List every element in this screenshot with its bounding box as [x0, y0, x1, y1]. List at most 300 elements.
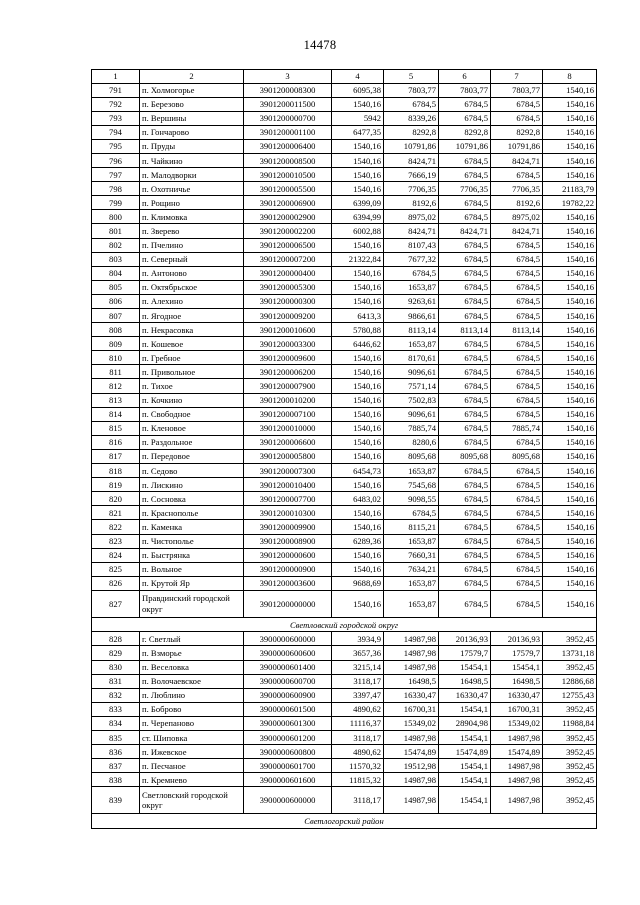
settlement-name-cell: п. Песчаное: [140, 759, 244, 773]
column-number: 4: [332, 70, 384, 84]
value-cell: 14987,98: [384, 660, 439, 674]
value-cell: 14987,98: [384, 773, 439, 787]
value-cell: 6399,09: [332, 196, 384, 210]
row-number-cell: 839: [92, 787, 140, 814]
value-cell: 8975,02: [384, 210, 439, 224]
settlement-name-cell: п. Каменка: [140, 520, 244, 534]
oktmo-code-cell: 3900000601400: [244, 660, 332, 674]
value-cell: 1540,16: [332, 548, 384, 562]
value-cell: 8424,71: [384, 224, 439, 238]
settlement-name-cell: п. Гребное: [140, 351, 244, 365]
table-row: [92, 520, 597, 534]
settlement-name-cell: п. Пчелино: [140, 238, 244, 252]
value-cell: 6784,5: [439, 196, 491, 210]
row-number-cell: 800: [92, 210, 140, 224]
row-number-cell: 829: [92, 646, 140, 660]
value-cell: 7706,35: [491, 182, 543, 196]
table-total-row: [92, 590, 597, 617]
row-number-cell: 798: [92, 182, 140, 196]
row-number-cell: 813: [92, 393, 140, 407]
row-number-cell: 823: [92, 534, 140, 548]
oktmo-code-cell: 3901200008500: [244, 153, 332, 167]
value-cell: 3952,45: [543, 660, 597, 674]
value-cell: 3934,9: [332, 632, 384, 646]
oktmo-code-cell: 3901200003600: [244, 576, 332, 590]
value-cell: 6784,5: [491, 520, 543, 534]
value-cell: 6784,5: [439, 379, 491, 393]
value-cell: 1540,16: [543, 590, 597, 617]
value-cell: 1540,16: [543, 379, 597, 393]
value-cell: 1540,16: [332, 407, 384, 421]
value-cell: 1540,16: [543, 139, 597, 153]
value-cell: 8107,43: [384, 238, 439, 252]
table-row: [92, 674, 597, 688]
settlement-name-cell: п. Волочаевское: [140, 674, 244, 688]
section-title: Светлогорский район: [92, 814, 597, 829]
value-cell: 15454,1: [439, 731, 491, 745]
value-cell: 6784,5: [439, 210, 491, 224]
row-number-cell: 793: [92, 111, 140, 125]
value-cell: 6784,5: [491, 534, 543, 548]
settlement-name-cell: ст. Шиповка: [140, 731, 244, 745]
settlement-name-cell: п. Боброво: [140, 702, 244, 716]
value-cell: 3952,45: [543, 773, 597, 787]
value-cell: 3118,17: [332, 674, 384, 688]
table-row: [92, 266, 597, 280]
row-number-cell: 822: [92, 520, 140, 534]
value-cell: 14987,98: [384, 787, 439, 814]
value-cell: 1653,87: [384, 280, 439, 294]
settlement-name-cell: п. Краснополье: [140, 506, 244, 520]
row-number-cell: 835: [92, 731, 140, 745]
table-row: [92, 97, 597, 111]
value-cell: 9688,69: [332, 576, 384, 590]
value-cell: 6784,5: [439, 111, 491, 125]
value-cell: 8095,68: [439, 449, 491, 463]
value-cell: 7502,83: [384, 393, 439, 407]
oktmo-code-cell: 3900000600900: [244, 688, 332, 702]
oktmo-code-cell: 3900000600700: [244, 674, 332, 688]
table-row: [92, 492, 597, 506]
value-cell: 6784,5: [439, 520, 491, 534]
table-body: [92, 70, 597, 829]
value-cell: 12755,43: [543, 688, 597, 702]
value-cell: 6784,5: [491, 97, 543, 111]
oktmo-code-cell: 3901200009900: [244, 520, 332, 534]
settlement-name-cell: п. Пруды: [140, 139, 244, 153]
oktmo-code-cell: 3901200009600: [244, 351, 332, 365]
value-cell: 8424,71: [491, 153, 543, 167]
value-cell: 1540,16: [332, 435, 384, 449]
value-cell: 6784,5: [491, 309, 543, 323]
value-cell: 1540,16: [543, 351, 597, 365]
value-cell: 3952,45: [543, 745, 597, 759]
value-cell: 1540,16: [332, 379, 384, 393]
table-row: [92, 534, 597, 548]
row-number-cell: 821: [92, 506, 140, 520]
value-cell: 1540,16: [543, 153, 597, 167]
oktmo-code-cell: 3901200008900: [244, 534, 332, 548]
table-row: [92, 435, 597, 449]
settlement-name-cell: Светловский городской округ: [140, 787, 244, 814]
value-cell: 14987,98: [491, 787, 543, 814]
table-row: [92, 407, 597, 421]
value-cell: 7677,32: [384, 252, 439, 266]
value-cell: 6784,5: [491, 506, 543, 520]
value-cell: 1540,16: [543, 294, 597, 308]
value-cell: 16330,47: [439, 688, 491, 702]
value-cell: 3952,45: [543, 702, 597, 716]
settlement-name-cell: п. Рощино: [140, 196, 244, 210]
oktmo-code-cell: 3901200000000: [244, 590, 332, 617]
value-cell: 1540,16: [332, 266, 384, 280]
value-cell: 7706,35: [384, 182, 439, 196]
value-cell: 1540,16: [543, 224, 597, 238]
value-cell: 6784,5: [439, 337, 491, 351]
value-cell: 16330,47: [384, 688, 439, 702]
table-row: [92, 379, 597, 393]
oktmo-code-cell: 3901200007700: [244, 492, 332, 506]
table-row: [92, 365, 597, 379]
value-cell: 28904,98: [439, 716, 491, 730]
value-cell: 8192,6: [491, 196, 543, 210]
settlement-name-cell: п. Ягодное: [140, 309, 244, 323]
value-cell: 1540,16: [332, 168, 384, 182]
oktmo-code-cell: 3901200002900: [244, 210, 332, 224]
table-row: [92, 688, 597, 702]
value-cell: 21322,84: [332, 252, 384, 266]
value-cell: 6784,5: [439, 576, 491, 590]
value-cell: 17579,7: [491, 646, 543, 660]
value-cell: 7666,19: [384, 168, 439, 182]
value-cell: 1540,16: [543, 478, 597, 492]
value-cell: 11988,84: [543, 716, 597, 730]
table-total-row: [92, 787, 597, 814]
value-cell: 8424,71: [491, 224, 543, 238]
value-cell: 1540,16: [332, 590, 384, 617]
value-cell: 8115,21: [384, 520, 439, 534]
value-cell: 5780,88: [332, 323, 384, 337]
value-cell: 8192,6: [384, 196, 439, 210]
settlement-name-cell: п. Алехино: [140, 294, 244, 308]
value-cell: 21183,79: [543, 182, 597, 196]
value-cell: 12886,68: [543, 674, 597, 688]
settlement-name-cell: п. Люблино: [140, 688, 244, 702]
value-cell: 3118,17: [332, 731, 384, 745]
value-cell: 6483,02: [332, 492, 384, 506]
value-cell: 1540,16: [543, 365, 597, 379]
value-cell: 15349,02: [491, 716, 543, 730]
table-row: [92, 745, 597, 759]
value-cell: 6784,5: [439, 266, 491, 280]
oktmo-code-cell: 3900000600000: [244, 632, 332, 646]
table-row: [92, 449, 597, 463]
oktmo-code-cell: 3901200006200: [244, 365, 332, 379]
value-cell: 8113,14: [491, 323, 543, 337]
oktmo-code-cell: 3900000601700: [244, 759, 332, 773]
value-cell: 6784,5: [491, 294, 543, 308]
value-cell: 6784,5: [439, 309, 491, 323]
value-cell: 1540,16: [543, 464, 597, 478]
value-cell: 4890,62: [332, 745, 384, 759]
row-number-cell: 802: [92, 238, 140, 252]
row-number-cell: 811: [92, 365, 140, 379]
value-cell: 3952,45: [543, 632, 597, 646]
value-cell: 1540,16: [332, 97, 384, 111]
value-cell: 6784,5: [384, 506, 439, 520]
oktmo-code-cell: 3901200010200: [244, 393, 332, 407]
value-cell: 14987,98: [491, 759, 543, 773]
value-cell: 20136,93: [439, 632, 491, 646]
table-row: [92, 309, 597, 323]
table-row: [92, 464, 597, 478]
value-cell: 6394,99: [332, 210, 384, 224]
value-cell: 1540,16: [543, 337, 597, 351]
table-row: [92, 196, 597, 210]
oktmo-code-cell: 3901200005300: [244, 280, 332, 294]
value-cell: 3397,47: [332, 688, 384, 702]
value-cell: 6784,5: [439, 97, 491, 111]
value-cell: 15474,89: [439, 745, 491, 759]
value-cell: 6784,5: [439, 478, 491, 492]
value-cell: 14987,98: [384, 632, 439, 646]
value-cell: 7885,74: [491, 421, 543, 435]
value-cell: 6784,5: [491, 337, 543, 351]
value-cell: 15474,89: [384, 745, 439, 759]
table-row: [92, 125, 597, 139]
value-cell: 1540,16: [332, 478, 384, 492]
oktmo-code-cell: 3901200009200: [244, 309, 332, 323]
value-cell: 16700,31: [384, 702, 439, 716]
table-row: [92, 632, 597, 646]
value-cell: 1540,16: [543, 238, 597, 252]
value-cell: 7634,21: [384, 562, 439, 576]
section-title: Светловский городской округ: [92, 617, 597, 632]
section-header-row: [92, 814, 597, 829]
oktmo-code-cell: 3900000600000: [244, 787, 332, 814]
value-cell: 16330,47: [491, 688, 543, 702]
value-cell: 8280,6: [384, 435, 439, 449]
value-cell: 7660,31: [384, 548, 439, 562]
settlement-name-cell: г. Светлый: [140, 632, 244, 646]
value-cell: 1540,16: [543, 97, 597, 111]
oktmo-code-cell: 3901200008300: [244, 83, 332, 97]
value-cell: 6784,5: [439, 280, 491, 294]
value-cell: 1540,16: [543, 323, 597, 337]
settlement-name-cell: п. Малодворки: [140, 168, 244, 182]
row-number-cell: 833: [92, 702, 140, 716]
settlement-name-cell: п. Березово: [140, 97, 244, 111]
value-cell: 3952,45: [543, 759, 597, 773]
value-cell: 8113,14: [384, 323, 439, 337]
value-cell: 6784,5: [491, 252, 543, 266]
table-row: [92, 280, 597, 294]
value-cell: 16498,5: [384, 674, 439, 688]
row-number-cell: 836: [92, 745, 140, 759]
value-cell: 15454,1: [439, 660, 491, 674]
oktmo-code-cell: 3900000601200: [244, 731, 332, 745]
value-cell: 13731,18: [543, 646, 597, 660]
value-cell: 8095,68: [384, 449, 439, 463]
value-cell: 10791,86: [491, 139, 543, 153]
value-cell: 6784,5: [439, 252, 491, 266]
value-cell: 6784,5: [491, 393, 543, 407]
value-cell: 7885,74: [384, 421, 439, 435]
table-row: [92, 716, 597, 730]
settlement-name-cell: п. Кремнево: [140, 773, 244, 787]
settlement-name-cell: п. Чайкино: [140, 153, 244, 167]
oktmo-code-cell: 3901200002200: [244, 224, 332, 238]
value-cell: 15349,02: [384, 716, 439, 730]
oktmo-code-cell: 3901200006900: [244, 196, 332, 210]
value-cell: 1540,16: [543, 210, 597, 224]
value-cell: 6784,5: [491, 365, 543, 379]
value-cell: 6446,62: [332, 337, 384, 351]
oktmo-code-cell: 3901200000700: [244, 111, 332, 125]
settlement-name-cell: п. Крутой Яр: [140, 576, 244, 590]
value-cell: 6784,5: [491, 280, 543, 294]
value-cell: 1540,16: [543, 393, 597, 407]
value-cell: 6784,5: [491, 576, 543, 590]
table-row: [92, 153, 597, 167]
value-cell: 15454,1: [439, 787, 491, 814]
value-cell: 1653,87: [384, 576, 439, 590]
oktmo-code-cell: 3900000600800: [244, 745, 332, 759]
settlement-name-cell: п. Северный: [140, 252, 244, 266]
row-number-cell: 831: [92, 674, 140, 688]
value-cell: 1540,16: [543, 266, 597, 280]
oktmo-code-cell: 3901200000900: [244, 562, 332, 576]
value-cell: 1540,16: [332, 562, 384, 576]
row-number-cell: 805: [92, 280, 140, 294]
row-number-cell: 830: [92, 660, 140, 674]
value-cell: 6784,5: [439, 238, 491, 252]
value-cell: 6095,38: [332, 83, 384, 97]
column-number: 6: [439, 70, 491, 84]
oktmo-code-cell: 3901200006400: [244, 139, 332, 153]
value-cell: 8424,71: [384, 153, 439, 167]
row-number-cell: 824: [92, 548, 140, 562]
value-cell: 1540,16: [543, 506, 597, 520]
value-cell: 14987,98: [384, 646, 439, 660]
settlement-name-cell: п. Быстрянка: [140, 548, 244, 562]
value-cell: 7545,68: [384, 478, 439, 492]
value-cell: 1540,16: [332, 238, 384, 252]
row-number-cell: 804: [92, 266, 140, 280]
table-row: [92, 773, 597, 787]
row-number-cell: 794: [92, 125, 140, 139]
table-row: [92, 111, 597, 125]
oktmo-code-cell: 3901200005800: [244, 449, 332, 463]
value-cell: 1540,16: [543, 435, 597, 449]
value-cell: 6784,5: [439, 534, 491, 548]
oktmo-code-cell: 3901200010000: [244, 421, 332, 435]
value-cell: 1540,16: [543, 280, 597, 294]
value-cell: 7706,35: [439, 182, 491, 196]
value-cell: 8170,61: [384, 351, 439, 365]
value-cell: 14987,98: [384, 731, 439, 745]
value-cell: 11815,32: [332, 773, 384, 787]
settlement-name-cell: п. Ижевское: [140, 745, 244, 759]
row-number-cell: 803: [92, 252, 140, 266]
value-cell: 6784,5: [439, 548, 491, 562]
row-number-cell: 827: [92, 590, 140, 617]
oktmo-code-cell: 3901200007200: [244, 252, 332, 266]
oktmo-code-cell: 3901200010300: [244, 506, 332, 520]
settlement-name-cell: п. Лискино: [140, 478, 244, 492]
value-cell: 6784,5: [439, 492, 491, 506]
value-cell: 8975,02: [491, 210, 543, 224]
oktmo-code-cell: 3900000600600: [244, 646, 332, 660]
value-cell: 8292,8: [384, 125, 439, 139]
oktmo-code-cell: 3900000601600: [244, 773, 332, 787]
value-cell: 19782,22: [543, 196, 597, 210]
table-row: [92, 660, 597, 674]
value-cell: 6784,5: [491, 548, 543, 562]
value-cell: 1653,87: [384, 337, 439, 351]
column-number-row: [92, 70, 597, 84]
column-number: 3: [244, 70, 332, 84]
value-cell: 14987,98: [491, 773, 543, 787]
value-cell: 1540,16: [543, 252, 597, 266]
table-row: [92, 323, 597, 337]
page-number: 14478: [303, 38, 337, 52]
row-number-cell: 834: [92, 716, 140, 730]
value-cell: 9096,61: [384, 365, 439, 379]
oktmo-code-cell: 3900000601500: [244, 702, 332, 716]
table-row: [92, 421, 597, 435]
value-cell: 7803,77: [439, 83, 491, 97]
row-number-cell: 806: [92, 294, 140, 308]
value-cell: 3657,36: [332, 646, 384, 660]
oktmo-code-cell: 3901200005500: [244, 182, 332, 196]
settlement-name-cell: п. Передовое: [140, 449, 244, 463]
table-row: [92, 238, 597, 252]
value-cell: 6784,5: [439, 407, 491, 421]
oktmo-code-cell: 3901200011500: [244, 97, 332, 111]
value-cell: 1540,16: [332, 294, 384, 308]
oktmo-code-cell: 3900000601300: [244, 716, 332, 730]
row-number-cell: 820: [92, 492, 140, 506]
table-row: [92, 478, 597, 492]
table-row: [92, 139, 597, 153]
value-cell: 1540,16: [332, 351, 384, 365]
settlement-name-cell: п. Чистополье: [140, 534, 244, 548]
row-number-cell: 808: [92, 323, 140, 337]
value-cell: 1540,16: [543, 520, 597, 534]
value-cell: 8292,8: [439, 125, 491, 139]
value-cell: 1540,16: [543, 534, 597, 548]
value-cell: 17579,7: [439, 646, 491, 660]
value-cell: 3952,45: [543, 787, 597, 814]
value-cell: 6784,5: [491, 478, 543, 492]
row-number-cell: 795: [92, 139, 140, 153]
table-row: [92, 702, 597, 716]
settlement-name-cell: п. Свободное: [140, 407, 244, 421]
value-cell: 6784,5: [491, 351, 543, 365]
value-cell: 1540,16: [332, 449, 384, 463]
value-cell: 6002,88: [332, 224, 384, 238]
value-cell: 9096,61: [384, 407, 439, 421]
value-cell: 1540,16: [332, 182, 384, 196]
table-row: [92, 759, 597, 773]
value-cell: 6784,5: [491, 407, 543, 421]
value-cell: 19512,98: [384, 759, 439, 773]
value-cell: 8292,8: [491, 125, 543, 139]
oktmo-code-cell: 3901200006600: [244, 435, 332, 449]
settlement-name-cell: п. Вершины: [140, 111, 244, 125]
settlement-name-cell: п. Холмогорье: [140, 83, 244, 97]
